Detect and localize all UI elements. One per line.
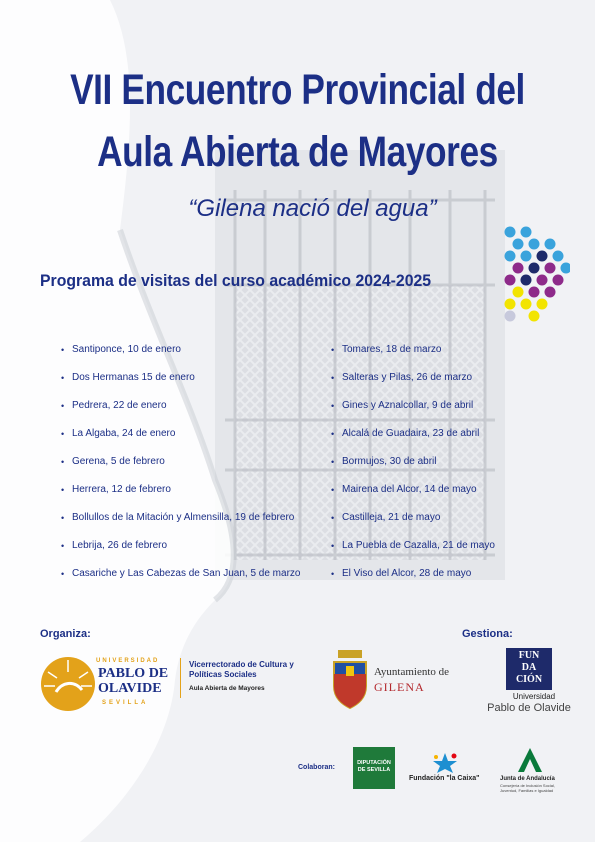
upo-sun-icon [40,656,96,712]
list-item: • Gerena, 5 de febrero [61,455,300,483]
decorative-dot [529,263,540,274]
fund-pablo-text: Pablo de Olavide [487,702,571,714]
decorative-dot [545,263,556,274]
decorative-dot [505,299,516,310]
list-item: • Bollullos de la Mitación y Almensilla, 19 de febrero [61,511,300,539]
list-item: • Pedrera, 22 de enero [61,399,300,427]
decorative-dot [553,275,564,286]
upo-sevilla-text: SEVILLA [102,700,149,706]
list-item: • Castilleja, 21 de mayo [331,511,495,539]
list-item: • Herrera, 12 de febrero [61,483,300,511]
decorative-dot [545,287,556,298]
visit-list-left [61,343,300,595]
upo-univ-text: UNIVERSIDAD [96,658,160,664]
page-title-line2: Aula Abierta de Mayores [97,128,498,176]
decorative-dot [521,275,532,286]
subtitle: “Gilena nació del agua” [188,195,437,222]
decorative-dot [521,251,532,262]
list-item: • Santiponce, 10 de enero [61,343,300,371]
gilena-coat-of-arms-icon [330,650,370,710]
vicerrectorado-text [189,660,294,694]
vic-line: Vicerrectorado de Cultura y [189,660,294,669]
decorative-dot [505,275,516,286]
list-item: • Dos Hermanas 15 de enero [61,371,300,399]
list-item: • Salteras y Pilas, 26 de marzo [331,371,495,399]
decorative-dot [561,263,571,274]
fund-line: FUN [518,650,540,661]
decorative-dot [545,239,556,250]
list-item: • Lebrija, 26 de febrero [61,539,300,567]
organiza-label: Organiza: [40,628,91,640]
decorative-dot [537,251,548,262]
diputacion-logo: DIPUTACIÓN DE SEVILLA [353,747,395,789]
ayuntamiento-text: Ayuntamiento de [374,666,450,678]
gilena-text: GILENA [374,680,425,694]
list-item: • El Viso del Alcor, 28 de mayo [331,567,495,595]
decorative-dot [513,263,524,274]
visit-list-right [331,343,495,595]
list-item: • Tomares, 18 de marzo [331,343,495,371]
upo-olavide-text: OLAVIDE [98,681,162,696]
colaboran-label: Colaboran: [298,764,335,771]
fundacion-logo [506,648,552,690]
junta-andalucia-icon [517,747,543,773]
page-title-line1: VII Encuentro Provincial del [70,66,525,114]
list-item: • La Puebla de Cazalla, 21 de mayo [331,539,495,567]
list-item: • Gines y Aznalcollar, 9 de abril [331,399,495,427]
divider [180,658,181,698]
fund-line: CIÓN [515,674,543,685]
upo-logo [40,656,170,712]
junta-text: Junta de Andalucía [500,776,555,782]
list-item: • La Algaba, 24 de enero [61,427,300,455]
junta-subtext: Consejería de Inclusión Social, Juventud, Familias e Igualdad [500,783,555,793]
decorative-dot [505,311,516,322]
list-item: • Alcalá de Guadaira, 23 de abril [331,427,495,455]
decorative-dot [521,299,532,310]
decorative-dot [513,239,524,250]
gestiona-label: Gestiona: [462,628,513,640]
fund-line: DA [521,662,537,673]
decorative-dot [521,227,532,238]
decorative-dot [529,239,540,250]
program-heading: Programa de visitas del curso académico 2024-2025 [40,271,432,290]
decorative-dot [529,287,540,298]
decorative-dot [513,287,524,298]
la-caixa-star-icon [430,752,460,774]
list-item: • Mairena del Alcor, 14 de mayo [331,483,495,511]
decorative-dot [529,311,540,322]
upo-pablo-text: PABLO DE [98,666,169,681]
decorative-dot [553,251,564,262]
vic-subline: Aula Abierta de Mayores [189,685,265,692]
decorative-dot [537,275,548,286]
list-item: • Bormujos, 30 de abril [331,455,495,483]
fund-universidad-text: Universidad [512,692,556,701]
decorative-dot [537,299,548,310]
list-item: • Casariche y Las Cabezas de San Juan, 5 de marzo [61,567,300,595]
decorative-dot [505,251,516,262]
la-caixa-text: Fundación "la Caixa" [409,775,480,782]
decorative-dots [500,224,570,334]
decorative-dot [505,227,516,238]
vic-line: Políticas Sociales [189,670,257,679]
